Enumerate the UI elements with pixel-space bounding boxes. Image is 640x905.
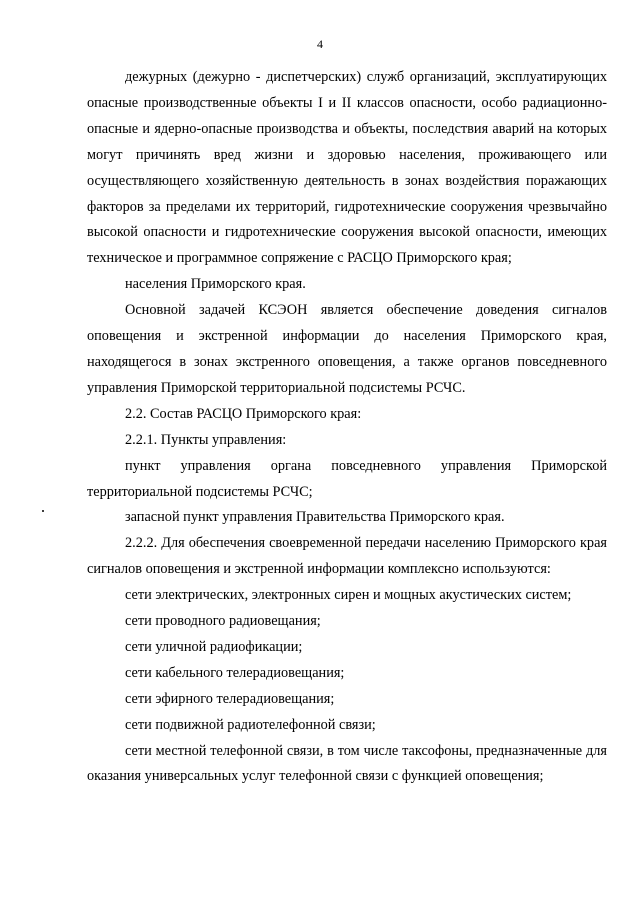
section-heading-2-2-1: 2.2.1. Пункты управления: — [125, 431, 287, 448]
section-heading-2-2-2: 2.2.2. Для обеспечения своевременной передачи населению Приморского края сигналов оповещения и экстренной информации комплексно используются: — [87, 535, 607, 578]
paragraph-duty-services: дежурных (дежурно - диспетчерских) служб организаций, эксплуатирующих опасные производственные объекты I и II классов опасности, особо радиационно-опасные и ядерно-опасные производства и объекты, последствия аварий на которых могут причинять вред жизни и здоровью населения, проживающего или осуществляющего хозяйственную деятельность в зонах воздействия поражающих факторов за пределами их территорий, гидротехнические сооружения чрезвычайно высокой опасности и гидротехнические сооружения высокой опасности, имеющих техническое и программное сопряжение с РАСЦО Приморского края; — [87, 69, 607, 267]
list-item-cable-tv: сети кабельного телерадиовещания; — [125, 664, 345, 681]
section-heading-2-2: 2.2. Состав РАСЦО Приморского края: — [125, 405, 362, 422]
list-item-street-radio: сети уличной радиофикации; — [125, 638, 303, 655]
paragraph-kseon-task: Основной задачей КСЭОН является обеспечение доведения сигналов оповещения и экстренной информации до населения Приморского края, находящегося в зонах экстренного оповещения, а также органов повседневного управления Приморской территориальной подсистемы РСЧС. — [87, 302, 607, 396]
list-item-sirens: сети электрических, электронных сирен и мощных акустических систем; — [125, 587, 572, 604]
paragraph-reserve-control-point: запасной пункт управления Правительства Приморского края. — [125, 509, 505, 526]
list-item-wired-radio: сети проводного радиовещания; — [125, 613, 321, 630]
document-body — [87, 65, 607, 790]
paragraph-population: населения Приморского края. — [125, 276, 306, 293]
list-item-broadcast-tv: сети эфирного телерадиовещания; — [125, 690, 335, 707]
paragraph-control-point: пункт управления органа повседневного управления Приморской территориальной подсистемы РСЧС; — [87, 457, 607, 500]
page-number: 4 — [317, 37, 323, 51]
list-item-mobile-network: сети подвижной радиотелефонной связи; — [125, 716, 376, 733]
scan-speck — [42, 510, 44, 512]
list-item-local-telephone: сети местной телефонной связи, в том числе таксофоны, предназначенные для оказания универсальных услуг телефонной связи с функцией оповещения; — [87, 742, 607, 785]
